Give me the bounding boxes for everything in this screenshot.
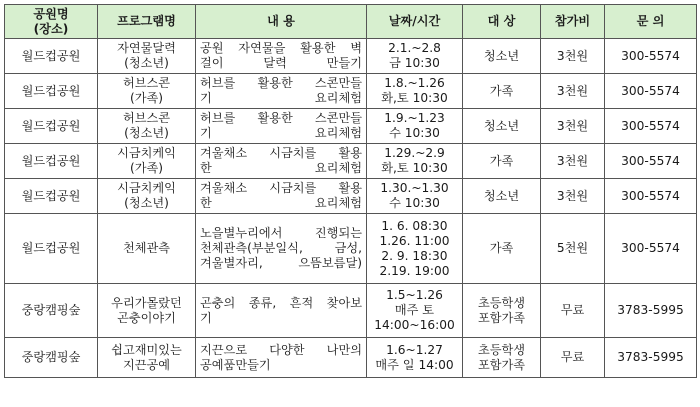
table-row <box>5 109 697 144</box>
target-cell: 초등학생 포함가족 <box>463 338 541 378</box>
park-cell: 월드컵공원 <box>5 144 98 179</box>
park-cell: 월드컵공원 <box>5 179 98 214</box>
header-program: 프로그램명 <box>98 5 196 39</box>
content-cell: 겨울채소 시금치를 활용 한 요리체험 <box>196 179 367 214</box>
fee-cell: 5천원 <box>541 214 605 284</box>
fee-cell: 무료 <box>541 284 605 338</box>
target-cell: 청소년 <box>463 39 541 74</box>
table-row <box>5 214 697 284</box>
table-row <box>5 338 697 378</box>
contact-cell: 300-5574 <box>605 179 697 214</box>
target-cell: 가족 <box>463 74 541 109</box>
content-cell: 겨울채소 시금치를 활용 한 요리체험 <box>196 144 367 179</box>
datetime-cell: 1.8.~1.26 화,토 10:30 <box>367 74 463 109</box>
content-cell: 허브를 활용한 스콘만들 기 요리체험 <box>196 74 367 109</box>
table-row <box>5 179 697 214</box>
contact-cell: 300-5574 <box>605 144 697 179</box>
contact-cell: 300-5574 <box>605 74 697 109</box>
fee-cell: 무료 <box>541 338 605 378</box>
fee-cell: 3천원 <box>541 109 605 144</box>
contact-cell: 300-5574 <box>605 109 697 144</box>
header-park: 공원명 (장소) <box>5 5 98 39</box>
datetime-cell: 1.5~1.26 매주 토 14:00~16:00 <box>367 284 463 338</box>
content-cell: 공원 자연물을 활용한 벽 걸이 달력 만들기 <box>196 39 367 74</box>
content-cell: 허브를 활용한 스콘만들 기 요리체험 <box>196 109 367 144</box>
fee-cell: 3천원 <box>541 74 605 109</box>
datetime-cell: 1.6~1.27 매주 일 14:00 <box>367 338 463 378</box>
fee-cell: 3천원 <box>541 39 605 74</box>
header-fee: 참가비 <box>541 5 605 39</box>
program-cell: 시금치케익 (청소년) <box>98 179 196 214</box>
table-row <box>5 144 697 179</box>
header-target: 대 상 <box>463 5 541 39</box>
table-row <box>5 74 697 109</box>
header-content: 내 용 <box>196 5 367 39</box>
content-cell: 곤충의 종류, 흔적 찾아보 기 <box>196 284 367 338</box>
target-cell: 가족 <box>463 214 541 284</box>
datetime-cell: 1.9.~1.23 수 10:30 <box>367 109 463 144</box>
target-cell: 청소년 <box>463 109 541 144</box>
program-cell: 쉽고재미있는 지끈공예 <box>98 338 196 378</box>
target-cell: 청소년 <box>463 179 541 214</box>
program-cell: 우리가몰랐던 곤충이야기 <box>98 284 196 338</box>
fee-cell: 3천원 <box>541 144 605 179</box>
contact-cell: 300-5574 <box>605 214 697 284</box>
content-cell: 노을별누리에서 진행되는 천체관측(부분일식, 금성, 겨울별자리, 으뜸보름달) <box>196 214 367 284</box>
park-cell: 월드컵공원 <box>5 74 98 109</box>
program-cell: 허브스콘 (가족) <box>98 74 196 109</box>
park-cell: 중랑캠핑숲 <box>5 284 98 338</box>
program-cell: 허브스콘 (청소년) <box>98 109 196 144</box>
park-cell: 월드컵공원 <box>5 214 98 284</box>
target-cell: 초등학생 포함가족 <box>463 284 541 338</box>
header-datetime: 날짜/시간 <box>367 5 463 39</box>
park-cell: 중랑캠핑숲 <box>5 338 98 378</box>
datetime-cell: 2.1.~2.8 금 10:30 <box>367 39 463 74</box>
table-row <box>5 284 697 338</box>
program-cell: 시금치케익 (가족) <box>98 144 196 179</box>
header-contact: 문 의 <box>605 5 697 39</box>
datetime-cell: 1. 6. 08:30 1.26. 11:00 2. 9. 18:30 2.19. 19:00 <box>367 214 463 284</box>
header-row <box>5 5 697 39</box>
park-cell: 월드컵공원 <box>5 109 98 144</box>
content-cell: 지끈으로 다양한 나만의 공예품만들기 <box>196 338 367 378</box>
contact-cell: 300-5574 <box>605 39 697 74</box>
target-cell: 가족 <box>463 144 541 179</box>
datetime-cell: 1.30.~1.30 수 10:30 <box>367 179 463 214</box>
program-cell: 자연물달력 (청소년) <box>98 39 196 74</box>
park-cell: 월드컵공원 <box>5 39 98 74</box>
program-schedule-table <box>4 4 697 378</box>
contact-cell: 3783-5995 <box>605 284 697 338</box>
table-row <box>5 39 697 74</box>
program-cell: 천체관측 <box>98 214 196 284</box>
fee-cell: 3천원 <box>541 179 605 214</box>
datetime-cell: 1.29.~2.9 화,토 10:30 <box>367 144 463 179</box>
contact-cell: 3783-5995 <box>605 338 697 378</box>
